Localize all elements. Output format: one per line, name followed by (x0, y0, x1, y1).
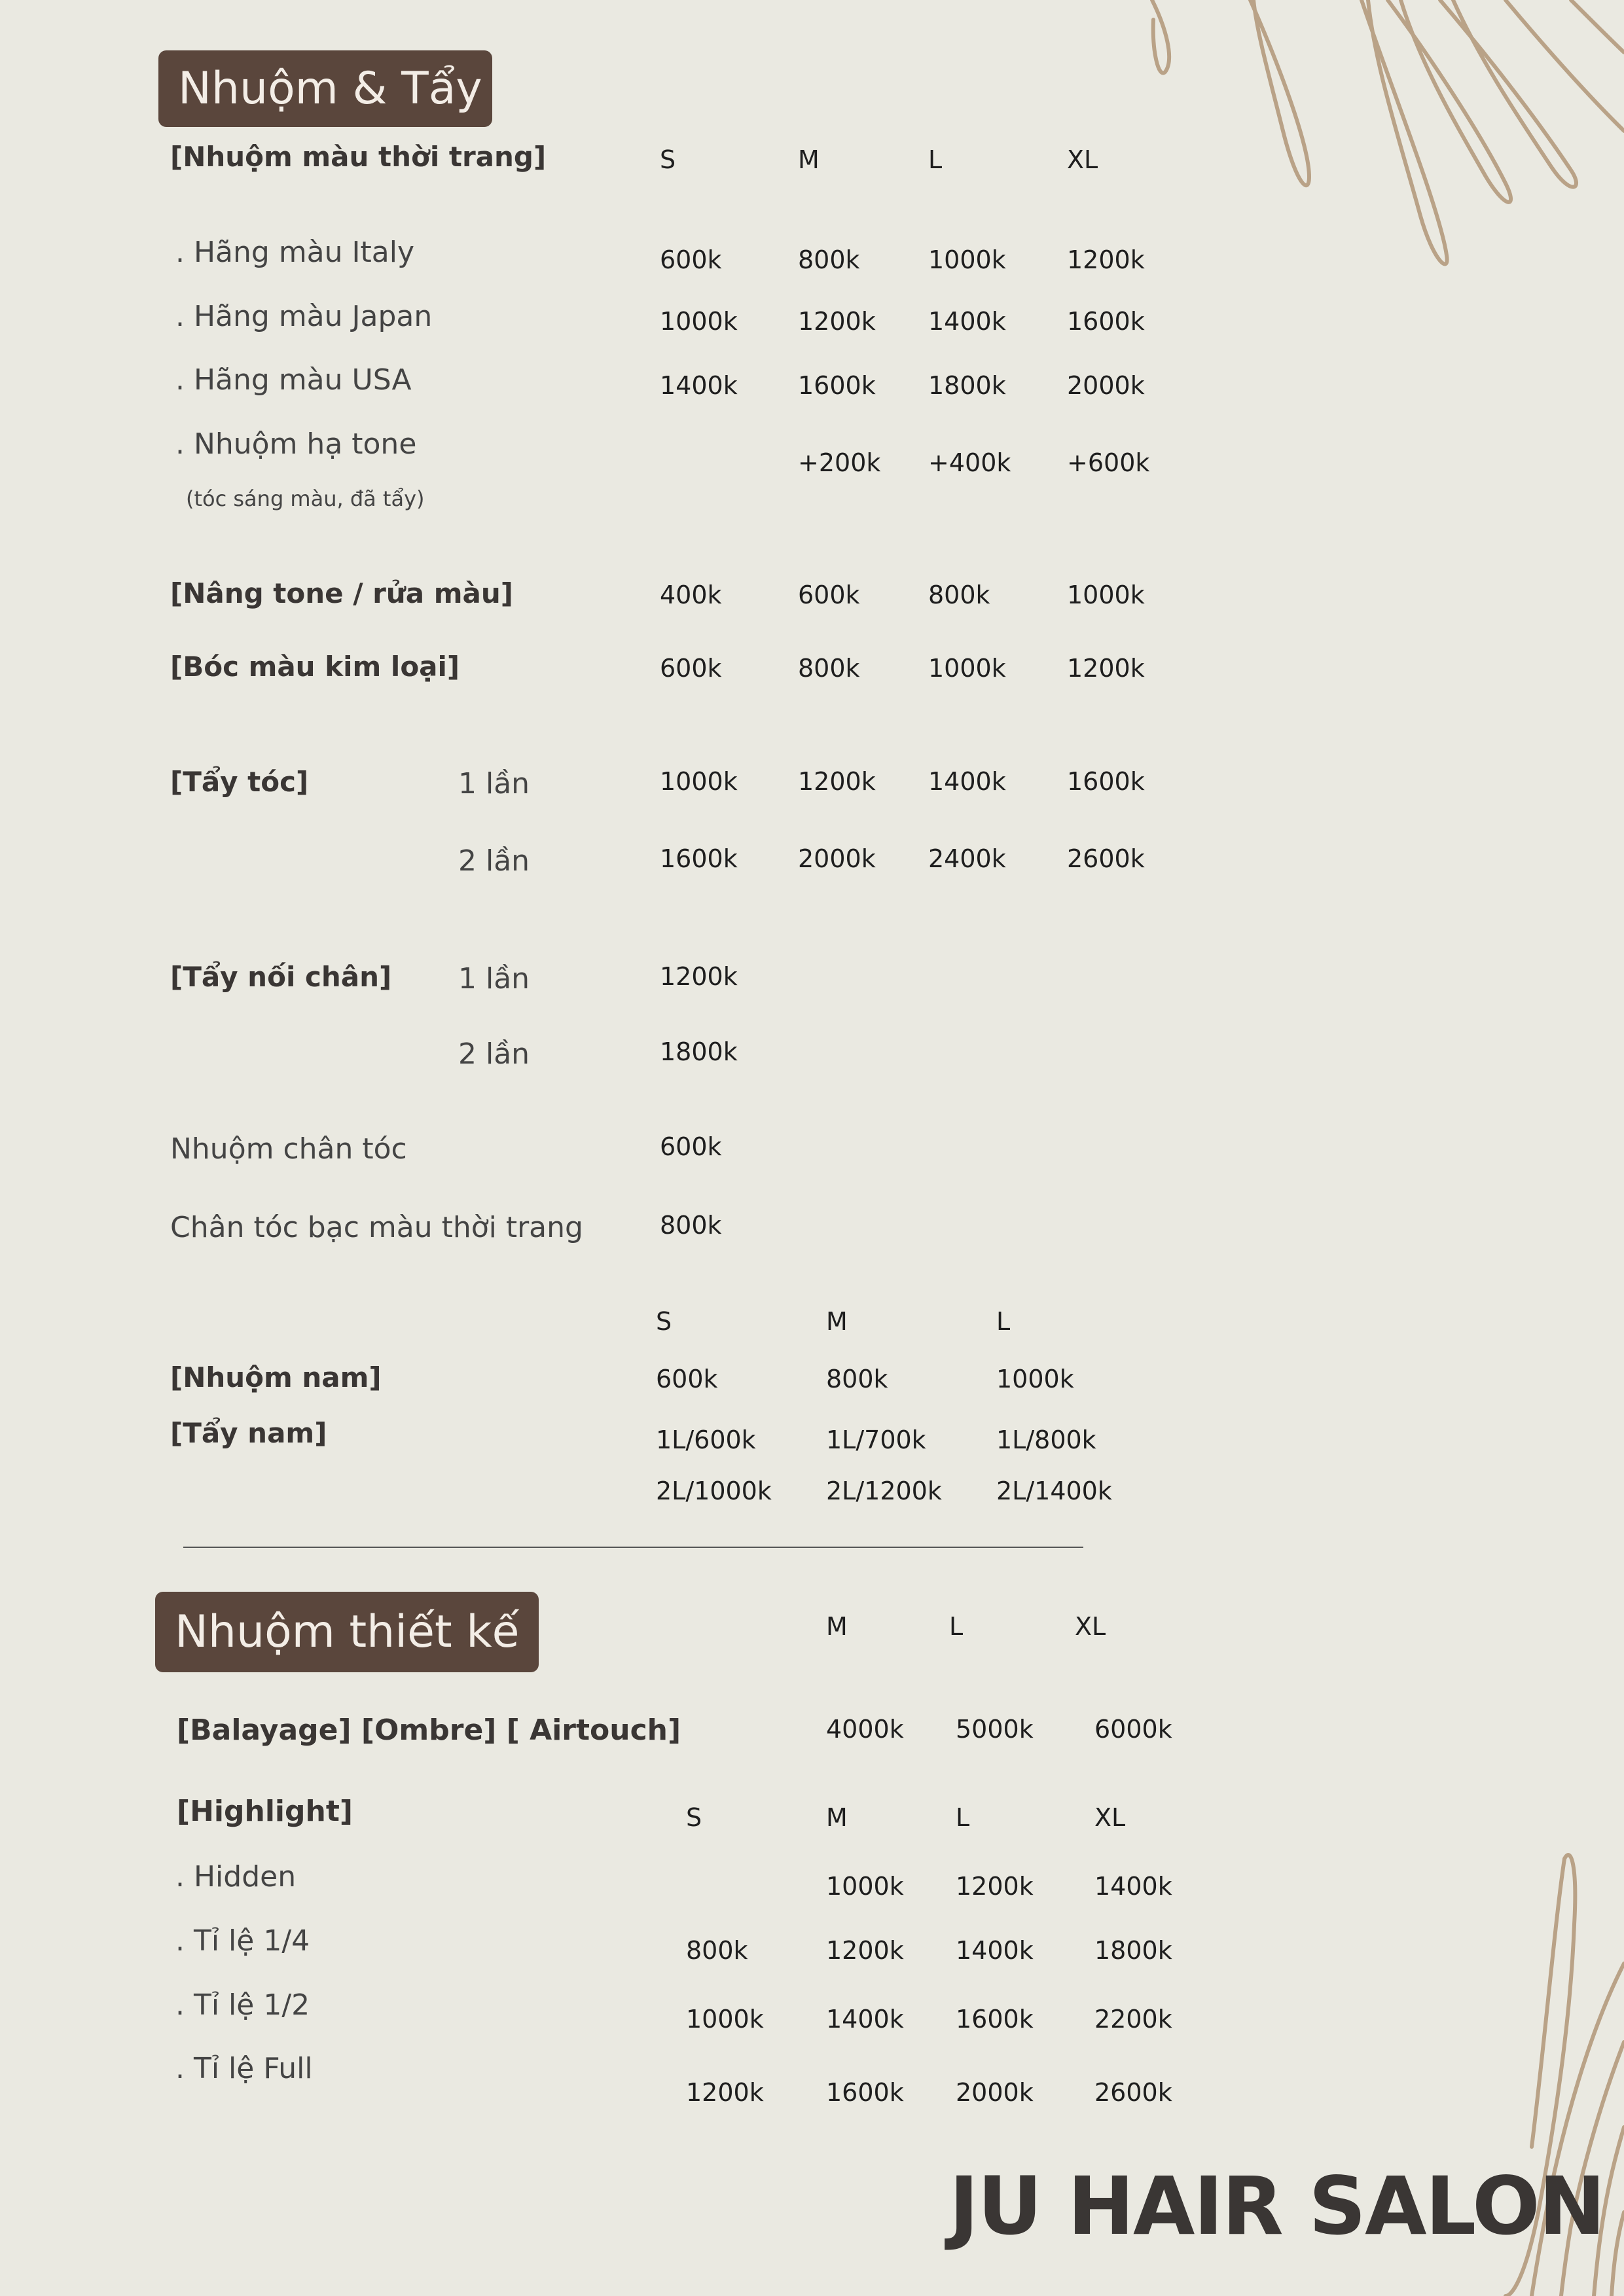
price-cell: 1000k (826, 1872, 904, 1901)
price-cell: 1L/700k (826, 1426, 926, 1454)
category-fashion-dye: [Nhuộm màu thời trang] (170, 141, 547, 173)
price-cell: 800k (660, 1211, 722, 1240)
price-cell: 2L/1200k (826, 1477, 942, 1505)
price-cell: 1000k (996, 1365, 1074, 1393)
row-note-tone-down: (tóc sáng màu, đã tẩy) (186, 486, 425, 511)
row-label-italy: . Hãng màu Italy (175, 236, 414, 269)
price-cell: 2600k (1067, 844, 1145, 873)
size-header-xl: XL (1067, 145, 1098, 174)
price-cell: 2400k (928, 844, 1006, 873)
price-cell: 1200k (956, 1872, 1034, 1901)
price-cell: +600k (1067, 448, 1150, 477)
highlight-size-header-s: S (686, 1803, 702, 1832)
price-cell: 2200k (1094, 2005, 1172, 2034)
highlight-size-header-xl: XL (1094, 1803, 1126, 1832)
row-label-half: . Tỉ lệ 1/2 (175, 1988, 310, 2022)
price-cell: 1200k (660, 962, 738, 991)
row-label-usa: . Hãng màu USA (175, 363, 412, 397)
price-cell: 1800k (1094, 1936, 1172, 1965)
price-cell: 1200k (686, 2078, 764, 2107)
item-root-dye: Nhuộm chân tóc (170, 1132, 407, 1166)
price-cell: 1000k (928, 654, 1006, 683)
price-cell: 2000k (1067, 371, 1145, 400)
price-cell: 600k (660, 654, 722, 683)
price-cell: 1400k (826, 2005, 904, 2034)
price-cell: 1400k (956, 1936, 1034, 1965)
price-cell: 600k (660, 1132, 722, 1161)
price-cell: 5000k (956, 1715, 1034, 1744)
price-cell: 2000k (798, 844, 876, 873)
men-size-header-m: M (826, 1307, 848, 1336)
price-cell: 800k (928, 581, 990, 609)
section-title-text: Nhuộm & Tẩy (178, 63, 482, 115)
price-cell: +400k (928, 448, 1011, 477)
price-cell: 1200k (1067, 245, 1145, 274)
row-label-full: . Tỉ lệ Full (175, 2052, 313, 2085)
price-cell: 600k (656, 1365, 718, 1393)
price-cell: 2600k (1094, 2078, 1172, 2107)
root-bleach-times-2: 2 lần (458, 1037, 530, 1071)
highlight-size-header-m: M (826, 1803, 848, 1832)
price-cell: 1000k (660, 307, 738, 336)
leaf-decoration-top-icon (1113, 0, 1624, 275)
price-cell: 400k (660, 581, 722, 609)
category-men-dye: [Nhuộm nam] (170, 1361, 382, 1393)
row-label-japan: . Hãng màu Japan (175, 300, 433, 333)
price-cell: 1600k (660, 844, 738, 873)
price-cell: 1600k (1067, 307, 1145, 336)
size-header-s: S (660, 145, 676, 174)
category-men-bleach: [Tẩy nam] (170, 1417, 327, 1449)
category-balayage: [Balayage] [Ombre] [ Airtouch] (177, 1713, 681, 1747)
men-size-header-l: L (996, 1307, 1011, 1336)
price-cell: 1800k (928, 371, 1006, 400)
root-bleach-times-1: 1 lần (458, 962, 530, 996)
highlight-size-header-l: L (956, 1803, 970, 1832)
item-gray-root: Chân tóc bạc màu thời trang (170, 1211, 583, 1244)
price-cell: 1600k (826, 2078, 904, 2107)
category-root-bleach: [Tẩy nối chân] (170, 961, 392, 993)
price-cell: 1200k (826, 1936, 904, 1965)
brand-logo-text: JU HAIR SALON (949, 2160, 1604, 2253)
price-cell: 800k (826, 1365, 888, 1393)
bleach-times-2: 2 lần (458, 844, 530, 878)
size-header-l: L (928, 145, 943, 174)
price-cell: 600k (798, 581, 860, 609)
price-cell: 800k (686, 1936, 748, 1965)
price-cell: 1400k (928, 307, 1006, 336)
section-divider (183, 1547, 1083, 1548)
price-cell: 1600k (798, 371, 876, 400)
category-bleach: [Tẩy tóc] (170, 766, 309, 798)
price-cell: 1200k (1067, 654, 1145, 683)
price-cell: 1400k (928, 767, 1006, 796)
price-cell: 2L/1400k (996, 1477, 1112, 1505)
price-cell: 1000k (928, 245, 1006, 274)
price-cell: 1000k (686, 2005, 764, 2034)
section-title-text: Nhuộm thiết kế (175, 1606, 520, 1658)
design-size-header-m: M (826, 1612, 848, 1641)
price-cell: 1400k (660, 371, 738, 400)
size-header-m: M (798, 145, 820, 174)
price-cell: 2L/1000k (656, 1477, 772, 1505)
price-cell: 1L/800k (996, 1426, 1096, 1454)
category-lift-tone: [Nâng tone / rửa màu] (170, 577, 513, 609)
row-label-hidden: . Hidden (175, 1860, 297, 1893)
category-metallic: [Bóc màu kim loại] (170, 651, 460, 683)
price-cell: 1800k (660, 1037, 738, 1066)
price-cell: 4000k (826, 1715, 904, 1744)
section-title-design-dye (155, 1592, 539, 1672)
price-cell: 6000k (1094, 1715, 1172, 1744)
price-cell: 1600k (1067, 767, 1145, 796)
design-size-header-l: L (949, 1612, 964, 1641)
price-cell: 600k (660, 245, 722, 274)
price-cell: 1600k (956, 2005, 1034, 2034)
price-cell: 1200k (798, 307, 876, 336)
bleach-times-1: 1 lần (458, 767, 530, 800)
row-label-tone-down: . Nhuộm hạ tone (175, 427, 417, 461)
price-cell: 2000k (956, 2078, 1034, 2107)
category-highlight: [Highlight] (177, 1795, 353, 1828)
price-cell: 1000k (1067, 581, 1145, 609)
men-size-header-s: S (656, 1307, 672, 1336)
section-title-dye-bleach (158, 50, 492, 127)
price-cell: +200k (798, 448, 881, 477)
price-cell: 1000k (660, 767, 738, 796)
price-cell: 1200k (798, 767, 876, 796)
design-size-header-xl: XL (1075, 1612, 1106, 1641)
price-cell: 1400k (1094, 1872, 1172, 1901)
price-cell: 800k (798, 245, 860, 274)
price-cell: 800k (798, 654, 860, 683)
price-cell: 1L/600k (656, 1426, 756, 1454)
row-label-quarter: . Tỉ lệ 1/4 (175, 1924, 310, 1958)
